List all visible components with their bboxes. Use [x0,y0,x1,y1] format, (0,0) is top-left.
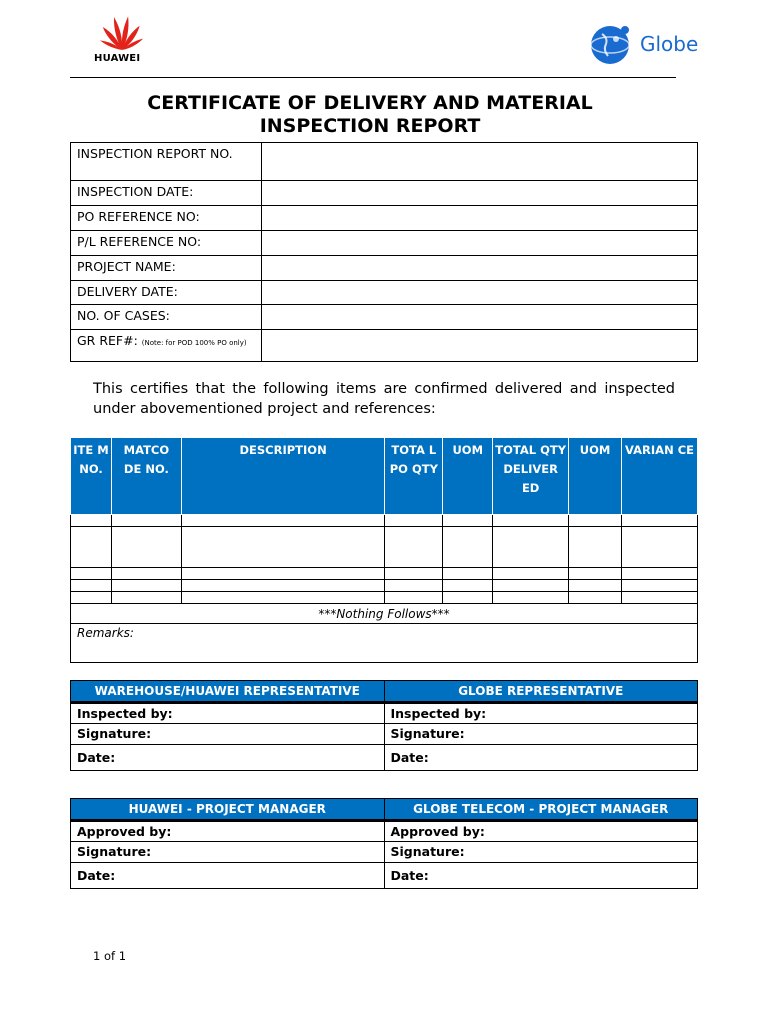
table-row [71,592,698,604]
items-header-row [71,438,698,515]
table-cell[interactable] [181,568,385,580]
info-row [71,256,698,281]
table-cell[interactable] [71,568,112,580]
signature-header-row [71,681,698,703]
approved-by-field[interactable]: Approved by: [384,821,698,842]
table-cell[interactable] [385,527,443,568]
globe-rep-header: GLOBE REPRESENTATIVE [384,681,698,703]
title-line-2: INSPECTION REPORT [259,115,481,137]
table-cell[interactable] [71,527,112,568]
col-header-uom-2: UOM [569,438,622,515]
table-cell[interactable] [181,580,385,592]
table-cell[interactable] [385,515,443,527]
table-cell[interactable] [111,580,181,592]
table-cell[interactable] [111,592,181,604]
certification-statement: This certifies that the following items are confirmed delivered and inspected under abovementioned project and references: [93,381,675,417]
table-cell[interactable] [71,592,112,604]
inspected-by-field[interactable]: Inspected by: [71,703,385,724]
info-row [71,143,698,181]
info-label: PO REFERENCE NO: [71,206,262,231]
table-cell[interactable] [385,568,443,580]
signature-field[interactable]: Signature: [384,724,698,745]
col-header-matcode: MATCO DE NO. [111,438,181,515]
info-row [71,281,698,305]
table-cell[interactable] [569,580,622,592]
table-row [71,527,698,568]
col-header-item-no: ITE M NO. [71,438,112,515]
huawei-wordmark: HUAWEI [94,53,141,64]
table-cell[interactable] [569,592,622,604]
date-field[interactable]: Date: [384,863,698,889]
approved-by-field[interactable]: Approved by: [71,821,385,842]
table-cell[interactable] [493,515,569,527]
table-cell[interactable] [443,592,493,604]
info-label-gr [71,330,262,362]
globe-pm-header: GLOBE TELECOM - PROJECT MANAGER [384,799,698,821]
table-row [71,568,698,580]
table-row [71,515,698,527]
huawei-petal-logo-icon [90,14,154,54]
table-cell[interactable] [111,515,181,527]
huawei-logo [90,14,154,66]
col-header-variance: VARIAN CE [622,438,698,515]
globe-logo-icon [588,24,634,66]
warehouse-huawei-rep-header: WAREHOUSE/HUAWEI REPRESENTATIVE [71,681,385,703]
globe-logo [588,24,708,66]
table-cell[interactable] [493,592,569,604]
date-row [71,745,698,771]
table-cell[interactable] [385,580,443,592]
info-label: INSPECTION DATE: [71,181,262,206]
info-value[interactable] [262,231,698,256]
date-field[interactable]: Date: [71,863,385,889]
table-cell[interactable] [569,515,622,527]
page-number: 1 of 1 [93,949,127,963]
col-header-total-qty-delivered: TOTAL QTY DELIVER ED [493,438,569,515]
info-row [71,206,698,231]
table-cell[interactable] [443,580,493,592]
nothing-follows-text: ***Nothing Follows*** [71,604,698,624]
table-cell[interactable] [622,580,698,592]
table-cell[interactable] [181,527,385,568]
report-info-table [70,142,698,362]
representative-signature-table [70,680,698,771]
remarks-row [71,624,698,663]
info-label: NO. OF CASES: [71,305,262,330]
info-row [71,330,698,362]
info-value[interactable] [262,330,698,362]
table-cell[interactable] [493,527,569,568]
table-cell[interactable] [443,515,493,527]
remarks-field[interactable]: Remarks: [71,624,698,663]
inspected-by-field[interactable]: Inspected by: [384,703,698,724]
table-cell[interactable] [181,592,385,604]
table-cell[interactable] [569,527,622,568]
col-header-total-po-qty: TOTA L PO QTY [385,438,443,515]
date-row [71,863,698,889]
items-table [70,437,698,663]
signature-field[interactable]: Signature: [71,724,385,745]
info-label: P/L REFERENCE NO: [71,231,262,256]
info-label: GR REF#: [77,333,138,348]
info-value[interactable] [262,281,698,305]
table-cell[interactable] [493,580,569,592]
info-row [71,305,698,330]
header-divider [70,77,676,78]
table-cell[interactable] [111,568,181,580]
table-cell[interactable] [71,515,112,527]
info-value[interactable] [262,143,698,181]
project-manager-signature-table [70,798,698,889]
huawei-pm-header: HUAWEI - PROJECT MANAGER [71,799,385,821]
date-field[interactable]: Date: [384,745,698,771]
signature-row [71,724,698,745]
signature-row [71,842,698,863]
info-label: DELIVERY DATE: [71,281,262,305]
info-value[interactable] [262,181,698,206]
info-row [71,231,698,256]
nothing-follows-row [71,604,698,624]
table-cell[interactable] [111,527,181,568]
info-row [71,181,698,206]
inspected-by-row [71,703,698,724]
info-value[interactable] [262,305,698,330]
table-cell[interactable] [622,515,698,527]
document-title [70,92,670,138]
info-value[interactable] [262,206,698,231]
table-cell[interactable] [493,568,569,580]
col-header-description: DESCRIPTION [181,438,385,515]
globe-wordmark: Globe [640,32,699,56]
info-value[interactable] [262,256,698,281]
signature-field[interactable]: Signature: [384,842,698,863]
date-field[interactable]: Date: [71,745,385,771]
table-row [71,580,698,592]
title-line-1: CERTIFICATE OF DELIVERY AND MATERIAL [147,92,593,114]
signature-header-row [71,799,698,821]
table-cell[interactable] [181,515,385,527]
table-cell[interactable] [385,592,443,604]
table-cell[interactable] [622,592,698,604]
table-cell[interactable] [71,580,112,592]
table-cell[interactable] [622,527,698,568]
approved-by-row [71,821,698,842]
table-cell[interactable] [569,568,622,580]
signature-field[interactable]: Signature: [71,842,385,863]
info-note: (Note: for POD 100% PO only) [141,339,247,347]
info-label: PROJECT NAME: [71,256,262,281]
table-cell[interactable] [443,568,493,580]
info-label: INSPECTION REPORT NO. [71,143,262,181]
col-header-uom: UOM [443,438,493,515]
table-cell[interactable] [622,568,698,580]
table-cell[interactable] [443,527,493,568]
